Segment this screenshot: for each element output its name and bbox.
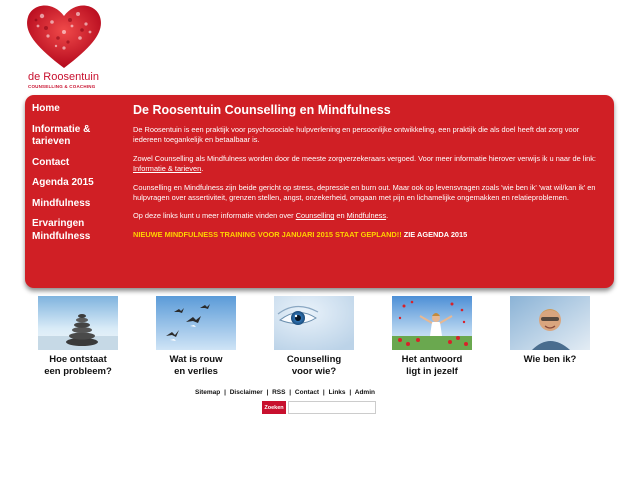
tile-caption-line1: Counselling (286, 354, 342, 365)
footer-links (0, 389, 570, 396)
link-counselling[interactable]: Counselling (295, 211, 335, 221)
brand-tagline: COUNSELLING & COACHING (28, 84, 96, 89)
nav-item-mindfulness[interactable]: Mindfulness (32, 197, 91, 209)
feature-tiles (25, 296, 615, 381)
stacked-stones-image[interactable] (38, 296, 118, 350)
search-button[interactable]: Zoeken (262, 401, 286, 414)
insurance-text: Zowel Counselling als Mindfulness worden door de meeste zorgverzekeraars vergoed. Voor meer informatie hierover verwijs ik u naar de link: (133, 153, 596, 163)
tile-caption-line1: Hoe ontstaat (49, 354, 107, 365)
flying-birds-image[interactable] (156, 296, 236, 350)
nav-item-contact[interactable]: Contact (32, 156, 70, 168)
footer-separator: | (322, 389, 325, 396)
portrait-image[interactable] (510, 296, 590, 350)
intro-paragraph: De Roosentuin is een praktijk voor psychosociale hulpverlening en persoonlijke ontwikkeling, een praktijk die als doel heeft dat zorg voor iedereen toegankelijk en betaalbaar is. (133, 125, 580, 145)
page-title: De Roosentuin Counselling en Mindfulness (133, 103, 391, 117)
main-nav (32, 103, 112, 251)
focus-paragraph: Counselling en Mindfulness zijn beide gericht op stress, depressie en burn out. Maar ook op levensvragen zoals 'wie ben ik' 'wat wil/kan ik' en hulpvragen over assertiviteit, grenzen stellen, angst, onzekerheid, omgaan met pijn en lichamelijke ongemakken en relatieproblemen. (133, 182, 596, 203)
link-agenda-2015[interactable]: ZIE AGENDA 2015 (401, 229, 468, 239)
footer-link-links[interactable]: Links (328, 389, 346, 396)
footer-link-rss[interactable]: RSS (272, 389, 286, 396)
woman-in-flowers-image[interactable] (392, 296, 472, 350)
tile-caption-line2: voor wie? (291, 366, 337, 377)
main-content (133, 103, 605, 248)
footer-link-disclaimer[interactable]: Disclaimer (229, 389, 263, 396)
brand-name: de Roosentuin (28, 71, 99, 83)
footer-link-contact[interactable]: Contact (294, 389, 320, 396)
tile-caption[interactable] (25, 354, 131, 378)
tile-caption-line1: Wie ben ik? (523, 354, 577, 365)
announcement-text: NIEUWE MINDFULNESS TRAINING VOOR JANUARI 2015 STAAT GEPLAND!! (133, 229, 402, 239)
footer-separator: | (349, 389, 352, 396)
tile-caption-line1: Wat is rouw (169, 354, 223, 365)
links-text: Op deze links kunt u meer informatie vinden over (133, 211, 296, 221)
link-mindfulness[interactable]: Mindfulness (346, 211, 387, 221)
footer-link-sitemap[interactable]: Sitemap (194, 389, 221, 396)
footer-separator: | (289, 389, 292, 396)
links-and: en (334, 211, 347, 221)
nav-item-informatie-tarieven[interactable]: Informatie & tarieven (32, 123, 91, 147)
tile-caption[interactable] (379, 354, 485, 378)
links-paragraph (133, 211, 605, 221)
nav-item-home[interactable]: Home (32, 103, 60, 114)
eye-closeup-image[interactable] (274, 296, 354, 350)
tile-caption-line2: een probleem? (44, 366, 112, 377)
tile-caption[interactable] (497, 354, 603, 366)
tile-caption-line2: en verlies (174, 366, 218, 377)
insurance-paragraph (133, 154, 605, 175)
search-input[interactable] (288, 401, 376, 414)
tile-caption[interactable] (261, 354, 367, 378)
logo[interactable] (24, 2, 110, 92)
announcement (133, 230, 605, 240)
footer-link-admin[interactable]: Admin (354, 389, 375, 396)
tile-caption-line1: Het antwoord (401, 354, 463, 365)
nav-item-ervaringen-mindfulness[interactable]: Ervaringen Mindfulness (32, 218, 91, 242)
insurance-end: . (201, 164, 204, 174)
footer-separator: | (224, 389, 226, 396)
tile-caption-line2: ligt in jezelf (406, 366, 458, 377)
main-panel (25, 95, 614, 288)
link-informatie-tarieven[interactable]: Informatie & tarieven (133, 164, 202, 174)
links-end: . (386, 211, 389, 221)
footer-separator: | (266, 389, 269, 396)
rose-heart-icon (24, 2, 104, 70)
tile-caption[interactable] (143, 354, 249, 378)
nav-item-agenda-2015[interactable]: Agenda 2015 (32, 177, 94, 188)
